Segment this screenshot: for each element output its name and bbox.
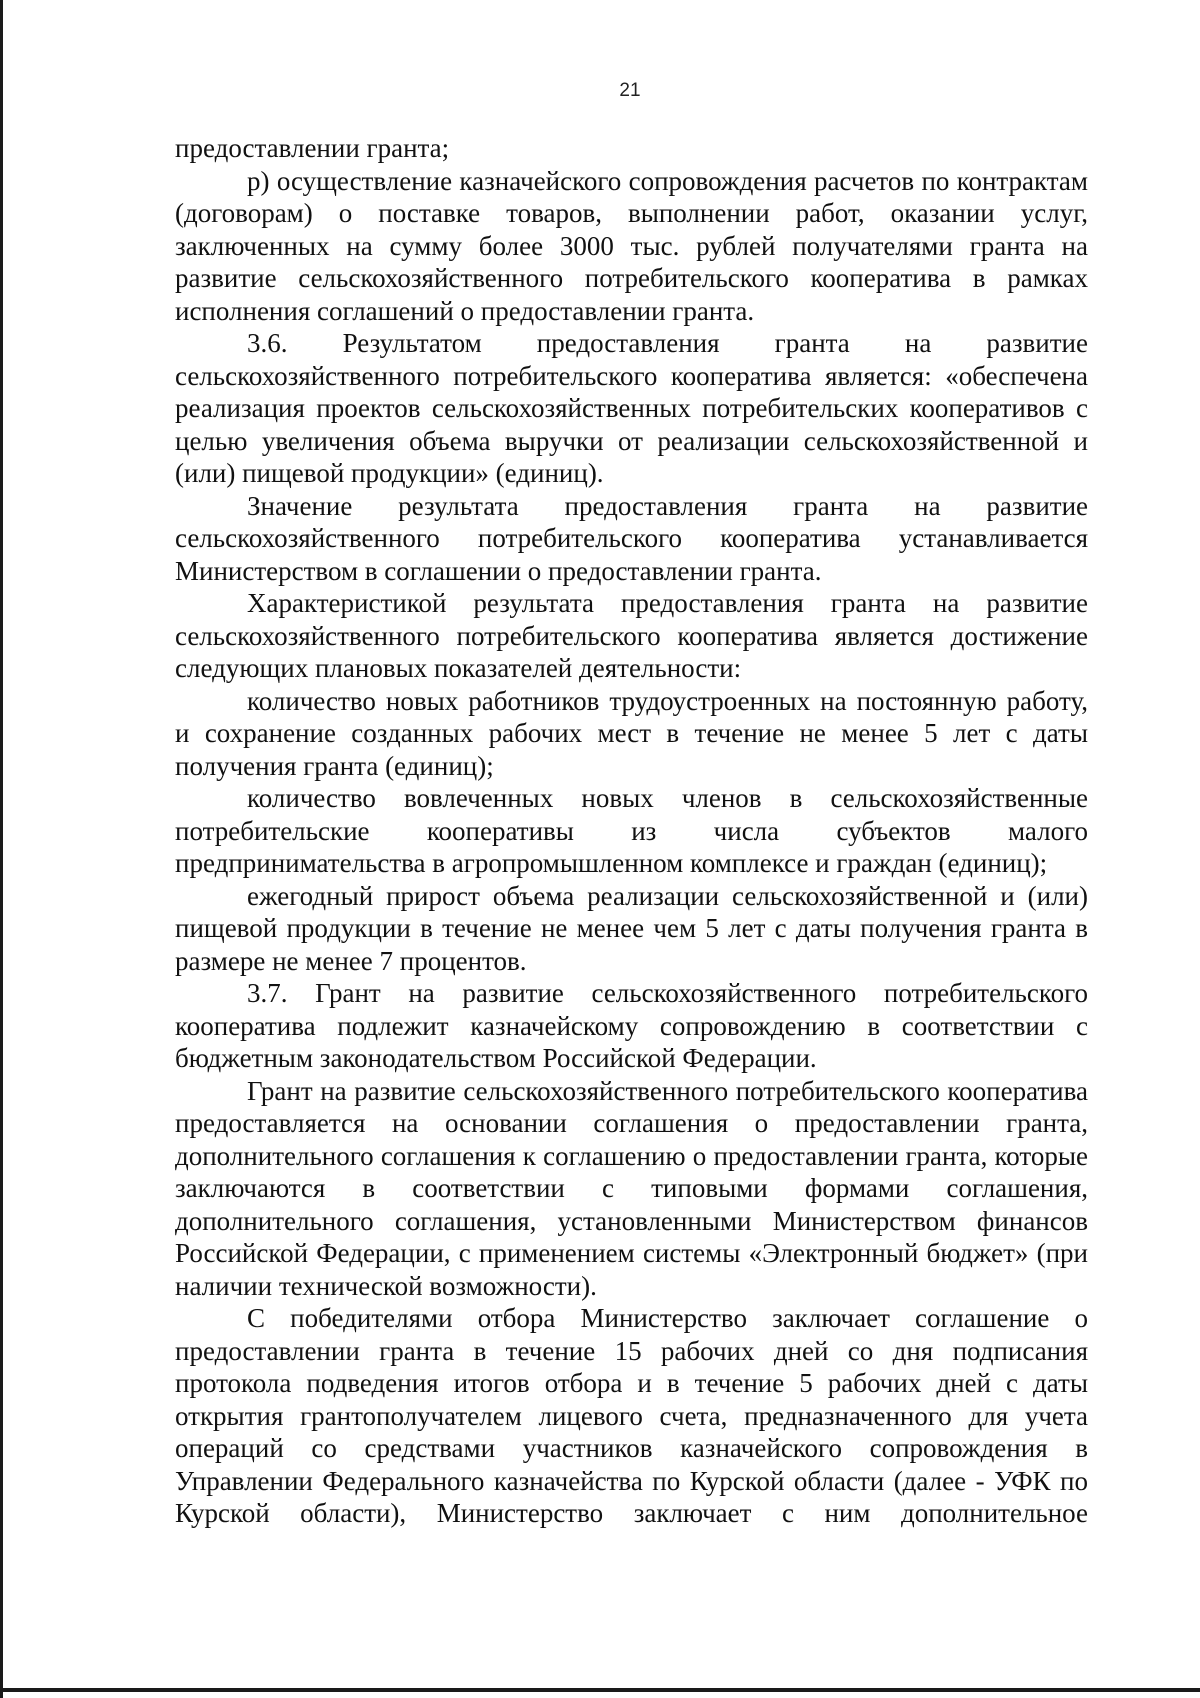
paragraph-item-r: р) осуществление казначейского сопровождения расчетов по контрактам (договорам) о поставке товаров, выполнении работ, оказании услуг, заключенных на сумму более 3000 тыс. рублей получателями гранта на развитие сельскохозяйственного потребительского кооператива в рамках исполнения соглашений о предоставлении гранта. <box>175 165 1088 326</box>
paragraph-3-7: 3.7. Грант на развитие сельскохозяйственного потребительского кооператива подлежит казначейскому сопровождению в соответствии с бюджетным законодательством Российской Федерации. <box>175 978 1088 1073</box>
paragraph-grant-agreement: Грант на развитие сельскохозяйственного потребительского кооператива предоставляется на основании соглашения о предоставлении гранта, дополнительного соглашения к соглашению о предоставлении гранта, которые заключаются в соответствии с типовыми формами соглашения, дополнительного соглашения, установленными Министерством финансов Российской Федерации, с применением системы «Электронный бюджет» (при наличии технической возможности). <box>175 1075 1088 1301</box>
page-left-edge <box>0 0 3 1698</box>
paragraph-annual-growth: ежегодный прирост объема реализации сельскохозяйственной и (или) пищевой продукции в течение не менее чем 5 лет с даты получения гранта в размере не менее 7 процентов. <box>175 880 1088 976</box>
paragraph-3-6: 3.6. Результатом предоставления гранта на развитие сельскохозяйственного потребительского кооператива является: «обеспечена реализация проектов сельскохозяйственных потребительских кооперативов с целью увеличения объема выручки от реализации сельскохозяйственной и (или) пищевой продукции» (единиц). <box>175 328 1088 488</box>
paragraph-grant-continuation: предоставлении гранта; <box>175 133 450 163</box>
paragraph-new-members: количество вовлеченных новых членов в сельскохозяйственные потребительские кооперативы из числа субъектов малого предпринимательства в агропромышленном комплексе и граждан (единиц); <box>175 783 1088 878</box>
page-number: 21 <box>619 80 641 101</box>
paragraph-result-value: Значение результата предоставления гранта на развитие сельскохозяйственного потребительского кооператива устанавливается Министерством в соглашении о предоставлении гранта. <box>175 490 1088 586</box>
page-bottom-edge <box>0 1688 1200 1692</box>
paragraph-new-workers: количество новых работников трудоустроенных на постоянную работу, и сохранение созданных рабочих мест в течение не менее 5 лет с даты получения гранта (единиц); <box>175 685 1088 781</box>
document-body <box>175 132 1088 1530</box>
paragraph-winners: С победителями отбора Министерство заключает соглашение о предоставлении гранта в течение 15 рабочих дней со дня подписания протокола подведения итогов отбора и в течение 5 рабочих дней с даты открытия грантополучателем лицевого счета, предназначенного для учета операций со средствами участников казначейского сопровождения в Управлении Федерального казначейства по Курской области (далее - УФК по Курской области), Министерство заключает с ним дополнительное <box>175 1303 1088 1528</box>
paragraph-result-characteristic: Характеристикой результата предоставления гранта на развитие сельскохозяйственного потребительского кооператива является достижение следующих плановых показателей деятельности: <box>175 588 1088 683</box>
